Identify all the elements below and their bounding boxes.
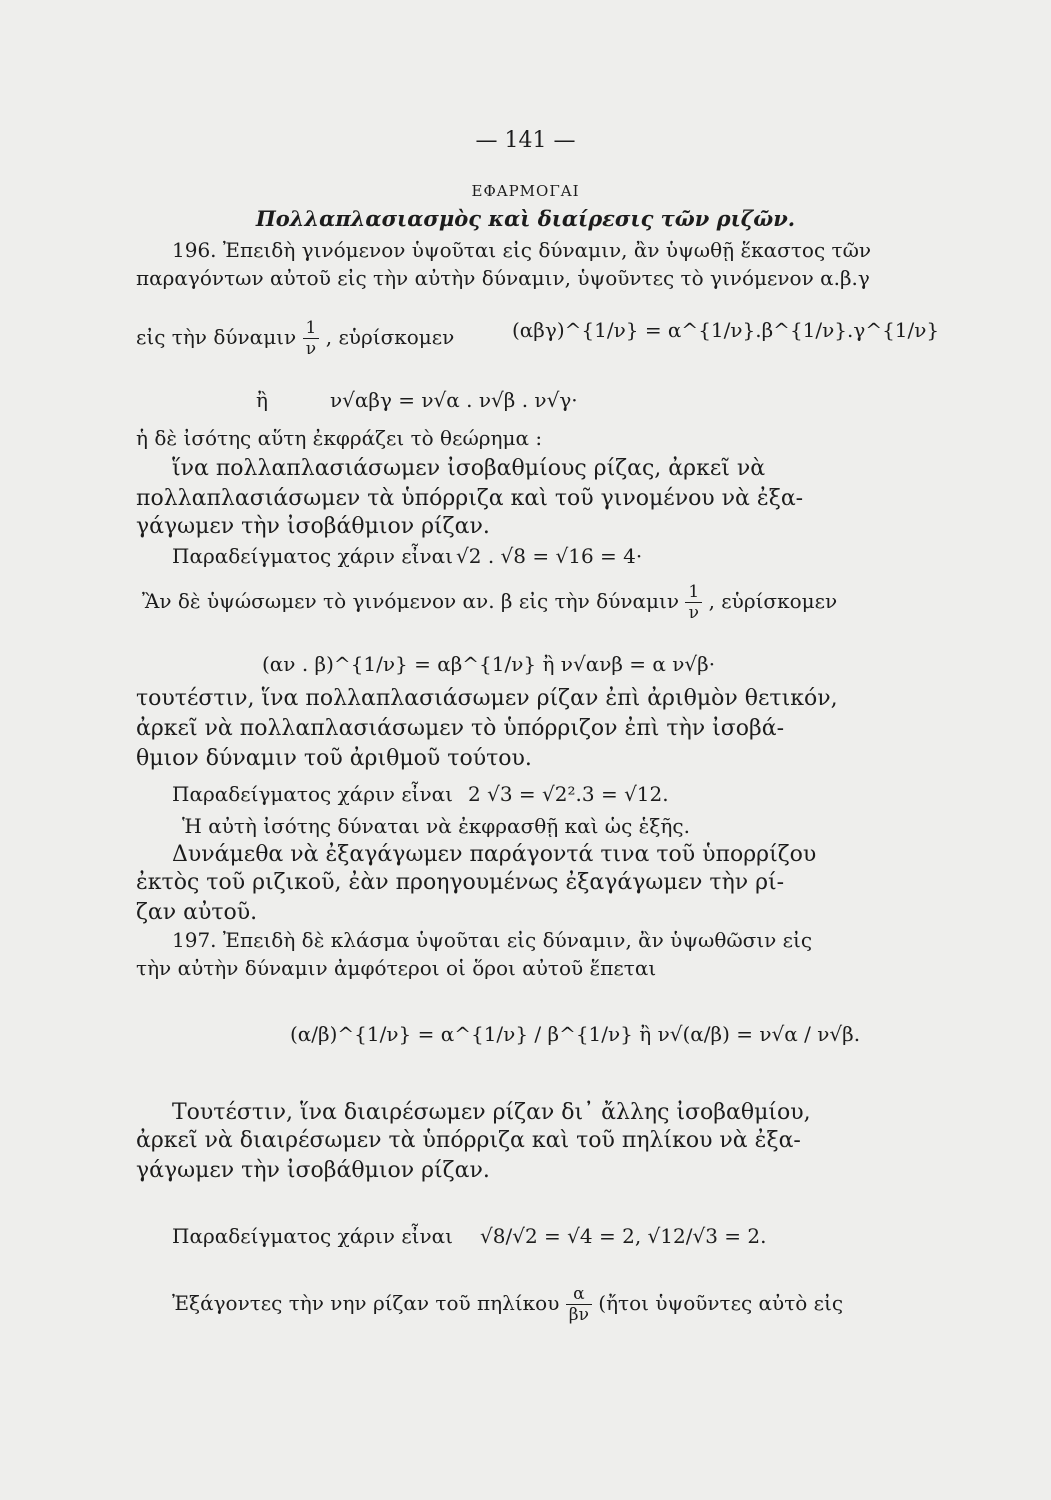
p196-line10 [142,582,837,623]
exponent2-numerator: 1 [685,582,702,603]
theorem-line2: πολλαπλασιάσωμεν τὰ ὑπόρριζα καὶ τοῦ γινομένου νὰ ἐξα- [136,486,804,511]
eta-connector-1: ἢ [256,388,268,412]
formula-product-roots: ν√αβγ = ν√α . ν√β . ν√γ· [330,388,578,412]
p196-line3-text2: , εὑρίσκομεν [325,325,455,349]
p197-line5: ἀρκεῖ νὰ διαιρέσωμεν τὰ ὑπόρριζα καὶ τοῦ πηλίκου νὰ ἐξα- [136,1128,801,1153]
formula-power-root: (αν . β)^{1/ν} = αβ^{1/ν} ἢ ν√ανβ = α ν√β· [262,652,716,676]
p196-line19: ζαν αὐτοῦ. [136,900,258,925]
p196-line1: 196. Ἐπειδὴ γινόμενον ὑψοῦται εἰς δύναμιν, ἂν ὑψωθῇ ἕκαστος τῶν [172,238,872,262]
p196-line18: ἐκτὸς τοῦ ριζικοῦ, ἐὰν προηγουμένως ἐξαγάγωμεν τὴν ρί- [136,870,785,895]
theorem-line1: ἵνα πολλαπλασιάσωμεν ἰσοβαθμίους ρίζας, ἀρκεῖ νὰ [172,456,766,481]
example2-label: Παραδείγματος χάριν εἶναι [172,782,454,806]
last-fraction [566,1284,592,1325]
p197-line2: τὴν αὐτὴν δύναμιν ἀμφότεροι οἱ ὅροι αὐτοῦ ἕπεται [136,956,657,980]
p196-line10-a: Ἂν δὲ ὑψώσωμεν τὸ γινόμενον αν. β εἰς τὴν δύναμιν [142,589,680,613]
p196-line17: Δυνάμεθα νὰ ἐξαγάγωμεν παράγοντά τινα τοῦ ὑπορρίζου [172,842,817,867]
p196-line13: ἀρκεῖ νὰ πολλαπλασιάσωμεν τὸ ὑπόρριζον ἐπὶ τὴν ἰσοβά- [136,716,785,741]
last-fraction-numerator: α [566,1284,592,1305]
section-title: ΕΦΑΡΜΟΓΑΙ [471,182,580,200]
exponent-denominator: ν [305,339,317,359]
example2-formula: 2 √3 = √2².3 = √12. [468,782,669,806]
formula-fraction-root: (α/β)^{1/ν} = α^{1/ν} / β^{1/ν} ἢ ν√(α/β) = ν√α / ν√β. [290,1022,861,1046]
p196-line3 [136,318,454,359]
exponent-numerator: 1 [303,318,320,339]
theorem-line3: γάγωμεν τὴν ἰσοβάθμιον ρίζαν. [136,514,490,539]
page-number: — 141 — [475,128,576,153]
example1-label: Παραδείγματος χάριν εἶναι [172,544,454,568]
example3-label: Παραδείγματος χάριν εἶναι [172,1224,454,1248]
p197-line6: γάγωμεν τὴν ἰσοβάθμιον ρίζαν. [136,1158,490,1183]
p197-last-line [172,1284,843,1325]
p196-line5: ἡ δὲ ἰσότης αὕτη ἐκφράζει τὸ θεώρημα : [136,426,543,450]
p197-line1: 197. Ἐπειδὴ δὲ κλάσμα ὑψοῦται εἰς δύναμιν, ἂν ὑψωθῶσιν εἰς [172,928,813,952]
p196-line14: θμιον δύναμιν τοῦ ἀριθμοῦ τούτου. [136,746,532,771]
p197-last-a: Ἐξάγοντες τὴν νην ρίζαν τοῦ πηλίκου [172,1291,560,1315]
exponent-fraction-2 [685,582,702,623]
p197-last-b: (ἤτοι ὑψοῦντες αὐτὸ εἰς [598,1291,844,1315]
exponent2-denominator: ν [688,603,699,623]
p196-line10-b: , εὑρίσκομεν [708,589,838,613]
example3-formula: √8/√2 = √4 = 2, √12/√3 = 2. [480,1224,767,1248]
p196-line12: τουτέστιν, ἵνα πολλαπλασιάσωμεν ρίζαν ἐπὶ ἀριθμὸν θετικόν, [136,686,838,711]
formula-product-power: (αβγ)^{1/ν} = α^{1/ν}.β^{1/ν}.γ^{1/ν} [512,318,940,342]
subsection-title: Πολλαπλασιασμὸς καὶ διαίρεσις τῶν ριζῶν. [255,206,796,231]
p197-line4: Τουτέστιν, ἵνα διαιρέσωμεν ρίζαν δι᾽ ἄλλης ἰσοβαθμίου, [172,1100,811,1125]
p196-line16: Ἡ αὐτὴ ἰσότης δύναται νὰ ἐκφρασθῇ καὶ ὡς ἑξῆς. [182,814,690,838]
exponent-fraction [303,318,320,359]
example1-formula: √2 . √8 = √16 = 4· [456,544,643,568]
last-fraction-denominator: βν [568,1305,589,1325]
p196-line2: παραγόντων αὐτοῦ εἰς τὴν αὐτὴν δύναμιν, ὑψοῦντες τὸ γινόμενον α.β.γ [136,266,870,290]
p196-line3-text: εἰς τὴν δύναμιν [136,325,297,349]
